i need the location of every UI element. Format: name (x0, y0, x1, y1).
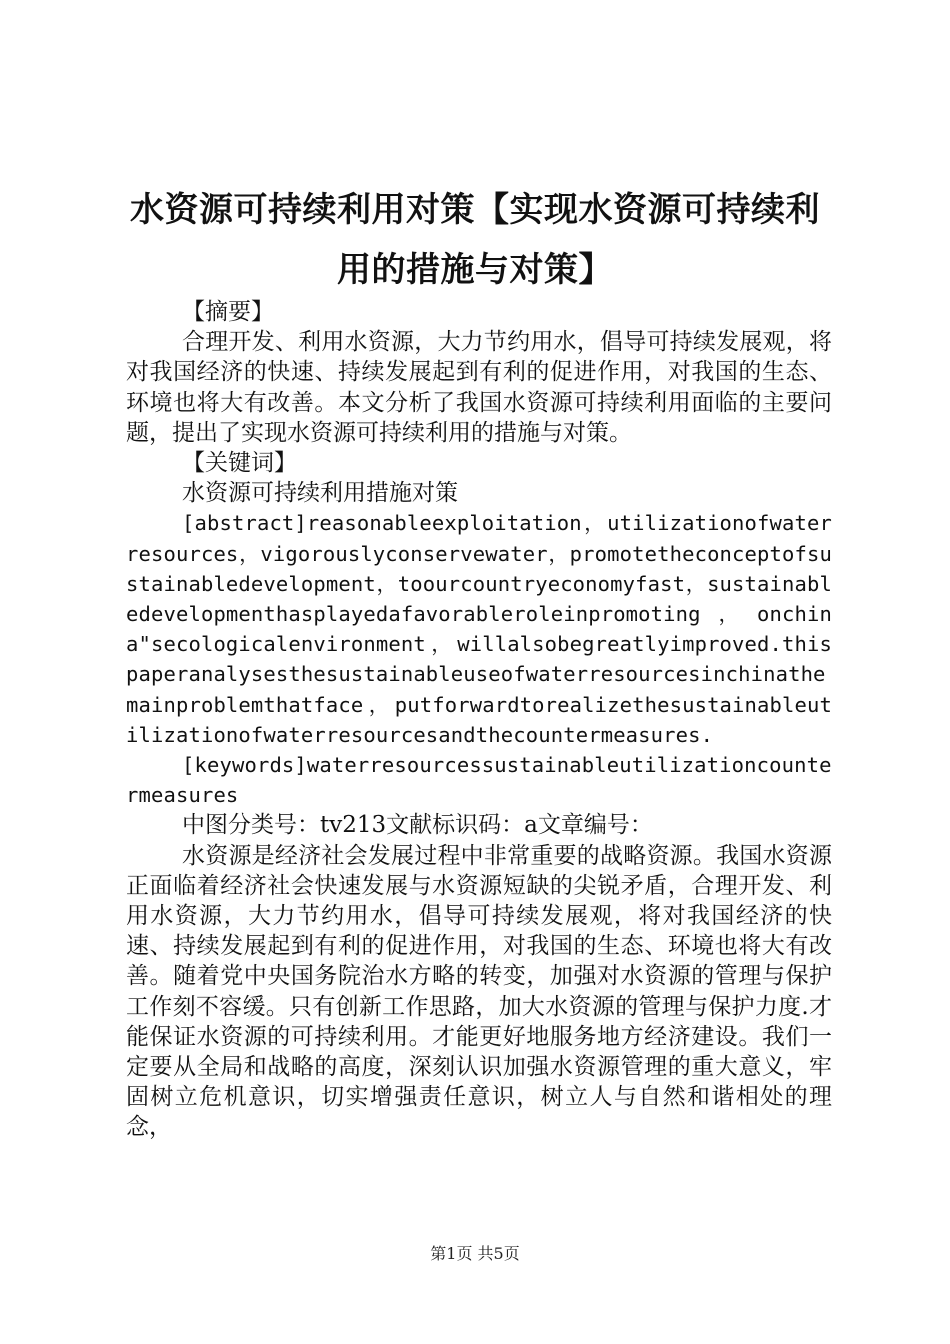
abstract-text: 合理开发、利用水资源，大力节约用水，倡导可持续发展观，将对我国经济的快速、持续发展起到有利的促进作用，对我国的生态、环境也将大有改善。本文分析了我国水资源可持续利用面临的主要问题，提出了实现水资源可持续利用的措施与对策。 (126, 329, 832, 446)
abstract-english: [abstract]reasonableexploitation，utilizationofwaterresources，vigorouslyconservewater，promotetheconceptofsustainabledevelopment，toourcountryeconomyfast，sustainabledevelopmenthasplayedafavorableroleinpromoting，onchina"secologicalenvironment，willalsobegreatlyimproved.thispaperanalysesthesustainableuseofwaterresourcesinchinathemainproblemthatface，putforwardtorealizethesustainableutilizationofwaterresourcesandthecountermeasures. (126, 511, 832, 747)
document-body (126, 297, 832, 1143)
classification-line: 中图分类号：tv213文献标识码：a文章编号： (182, 812, 653, 839)
document-title-line-1: 水资源可持续利用对策【实现水资源可持续利 (130, 190, 820, 230)
document-title-line-2: 用的措施与对策】 (337, 250, 613, 290)
body-paragraph: 水资源是经济社会发展过程中非常重要的战略资源。我国水资源正面临着经济社会快速发展与水资源短缺的尖锐矛盾，合理开发、利用水资源，大力节约用水，倡导可持续发展观，将对我国经济的快速、持续发展起到有利的促进作用，对我国的生态、环境也将大有改善。随着党中央国务院治水方略的转变，加强对水资源的管理与保护工作刻不容缓。只有创新工作思路，加大水资源的管理与保护力度.才能保证水资源的可持续利用。才能更好地服务地方经济建设。我们一定要从全局和战略的高度，深刻认识加强水资源管理的重大意义，牢固树立危机意识，切实增强责任意识，树立人与自然和谐相处的理念， (126, 842, 832, 1141)
keywords-text: 水资源可持续利用措施对策 (182, 480, 458, 507)
keywords-english: [keywords]waterresourcessustainableutilizationcountermeasures (126, 753, 832, 808)
keywords-heading: 【关键词】 (182, 450, 297, 477)
page-footer: 第1页 共5页 (430, 1244, 520, 1263)
abstract-heading: 【摘要】 (182, 299, 274, 325)
